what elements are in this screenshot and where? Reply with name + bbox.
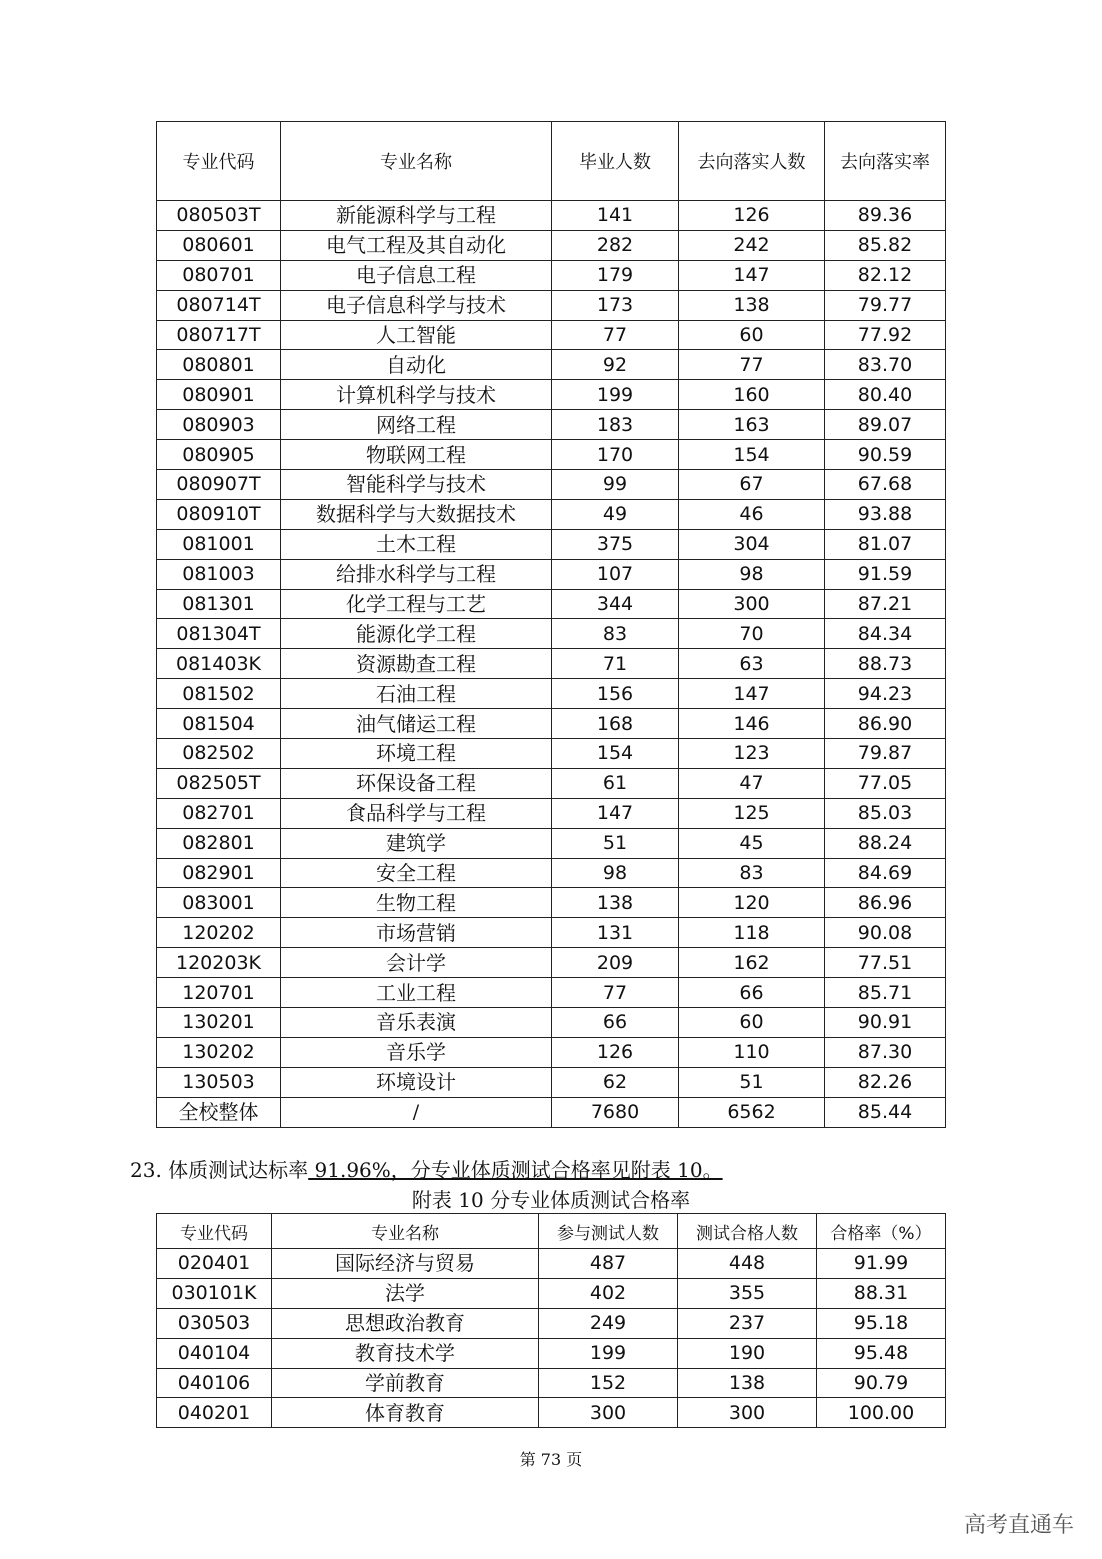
cell-major-name: 智能科学与技术 — [281, 470, 552, 500]
table-row — [157, 1308, 946, 1338]
table-row — [157, 1037, 946, 1067]
cell-major-code: 081301 — [157, 589, 281, 619]
cell-value-1: 98 — [552, 858, 679, 888]
cell-value-2: 138 — [678, 1368, 817, 1398]
cell-major-name: 教育技术学 — [272, 1338, 539, 1368]
cell-rate: 77.51 — [825, 948, 946, 978]
cell-value-2: 110 — [679, 1037, 825, 1067]
table-row — [157, 858, 946, 888]
cell-major-code: 130202 — [157, 1037, 281, 1067]
cell-value-1: 183 — [552, 410, 679, 440]
table-total-row — [157, 1097, 946, 1127]
header-major-code: 专业代码 — [157, 1214, 272, 1249]
cell-major-code: 120203K — [157, 948, 281, 978]
paragraph-prefix: 23. 体质测试达标率 — [130, 1158, 309, 1182]
cell-value-2: 70 — [679, 619, 825, 649]
table-row — [157, 768, 946, 798]
watermark-text: 高考直通车 — [963, 1513, 1074, 1538]
cell-value-1: 77 — [552, 978, 679, 1008]
fitness-table — [156, 1213, 946, 1428]
cell-value-2: 146 — [679, 709, 825, 739]
cell-rate: 100.00 — [817, 1398, 946, 1428]
cell-major-name: 生物工程 — [281, 888, 552, 918]
table-row — [157, 1278, 946, 1308]
cell-major-name: 土木工程 — [281, 529, 552, 559]
cell-value-2: 60 — [679, 1008, 825, 1038]
table-row — [157, 589, 946, 619]
cell-major-name: 新能源科学与工程 — [281, 201, 552, 231]
cell-value-1: 66 — [552, 1008, 679, 1038]
header-employed: 去向落实人数 — [679, 122, 825, 201]
header-graduates: 毕业人数 — [552, 122, 679, 201]
cell-rate: 82.26 — [825, 1067, 946, 1097]
cell-value-1: 402 — [539, 1278, 678, 1308]
cell-rate: 94.23 — [825, 679, 946, 709]
cell-major-name: 网络工程 — [281, 410, 552, 440]
cell-major-code: 082701 — [157, 798, 281, 828]
cell-rate: 79.77 — [825, 290, 946, 320]
cell-value-2: 355 — [678, 1278, 817, 1308]
cell-rate: 84.69 — [825, 858, 946, 888]
cell-major-code: 130201 — [157, 1008, 281, 1038]
cell-rate: 90.91 — [825, 1008, 946, 1038]
total-cell-major-code: 全校整体 — [157, 1097, 281, 1127]
cell-rate: 83.70 — [825, 350, 946, 380]
paragraph-underlined: 91.96%，分专业体质测试合格率见附表 10。 — [308, 1158, 723, 1182]
table-row — [157, 828, 946, 858]
cell-value-1: 199 — [552, 380, 679, 410]
cell-rate: 79.87 — [825, 739, 946, 769]
cell-major-name: 市场营销 — [281, 918, 552, 948]
cell-rate: 88.31 — [817, 1278, 946, 1308]
cell-major-code: 040106 — [157, 1368, 272, 1398]
cell-major-code: 040104 — [157, 1338, 272, 1368]
table-row — [157, 290, 946, 320]
table-row — [157, 739, 946, 769]
header-major-name: 专业名称 — [281, 122, 552, 201]
cell-major-code: 030101K — [157, 1278, 272, 1308]
cell-value-2: 66 — [679, 978, 825, 1008]
cell-value-2: 448 — [678, 1249, 817, 1279]
cell-rate: 90.79 — [817, 1368, 946, 1398]
table-row — [157, 679, 946, 709]
cell-major-code: 080503T — [157, 201, 281, 231]
cell-rate: 81.07 — [825, 529, 946, 559]
cell-major-code: 081403K — [157, 649, 281, 679]
cell-major-name: 资源勘查工程 — [281, 649, 552, 679]
table-row — [157, 978, 946, 1008]
total-cell-value-1: 7680 — [552, 1097, 679, 1127]
cell-value-1: 199 — [539, 1338, 678, 1368]
cell-value-2: 300 — [678, 1398, 817, 1428]
cell-major-name: 体育教育 — [272, 1398, 539, 1428]
cell-major-code: 081304T — [157, 619, 281, 649]
cell-value-1: 126 — [552, 1037, 679, 1067]
page-number: 第 73 页 — [519, 1450, 583, 1469]
cell-major-name: 环保设备工程 — [281, 768, 552, 798]
cell-value-1: 61 — [552, 768, 679, 798]
header-passed: 测试合格人数 — [678, 1214, 817, 1249]
cell-value-2: 138 — [679, 290, 825, 320]
cell-value-2: 63 — [679, 649, 825, 679]
cell-value-1: 487 — [539, 1249, 678, 1279]
cell-major-code: 020401 — [157, 1249, 272, 1279]
cell-major-code: 080901 — [157, 380, 281, 410]
cell-value-1: 138 — [552, 888, 679, 918]
total-cell-major-name: / — [281, 1097, 552, 1127]
table-row — [157, 888, 946, 918]
cell-major-name: 工业工程 — [281, 978, 552, 1008]
cell-value-1: 300 — [539, 1398, 678, 1428]
cell-value-1: 147 — [552, 798, 679, 828]
cell-rate: 90.08 — [825, 918, 946, 948]
cell-major-code: 081502 — [157, 679, 281, 709]
table-row — [157, 230, 946, 260]
cell-major-name: 化学工程与工艺 — [281, 589, 552, 619]
table-row — [157, 380, 946, 410]
cell-value-2: 98 — [679, 559, 825, 589]
cell-major-name: 法学 — [272, 1278, 539, 1308]
cell-value-2: 83 — [679, 858, 825, 888]
cell-major-name: 安全工程 — [281, 858, 552, 888]
cell-value-1: 375 — [552, 529, 679, 559]
cell-value-2: 67 — [679, 470, 825, 500]
cell-value-2: 304 — [679, 529, 825, 559]
cell-value-1: 51 — [552, 828, 679, 858]
cell-value-1: 209 — [552, 948, 679, 978]
cell-rate: 67.68 — [825, 470, 946, 500]
cell-value-1: 71 — [552, 649, 679, 679]
fitness-paragraph — [130, 1154, 723, 1183]
cell-major-code: 081003 — [157, 559, 281, 589]
table-row — [157, 1249, 946, 1279]
table-row — [157, 948, 946, 978]
table-row — [157, 470, 946, 500]
cell-rate: 77.05 — [825, 768, 946, 798]
cell-major-code: 030503 — [157, 1308, 272, 1338]
table-row — [157, 529, 946, 559]
cell-major-name: 自动化 — [281, 350, 552, 380]
cell-major-name: 电气工程及其自动化 — [281, 230, 552, 260]
header-participants: 参与测试人数 — [539, 1214, 678, 1249]
cell-major-name: 石油工程 — [281, 679, 552, 709]
cell-major-name: 能源化学工程 — [281, 619, 552, 649]
cell-major-code: 083001 — [157, 888, 281, 918]
total-cell-rate: 85.44 — [825, 1097, 946, 1127]
table-row — [157, 1067, 946, 1097]
cell-rate: 87.21 — [825, 589, 946, 619]
table-caption: 附表 10 分专业体质测试合格率 — [411, 1188, 691, 1212]
cell-major-code: 130503 — [157, 1067, 281, 1097]
cell-rate: 95.18 — [817, 1308, 946, 1338]
cell-value-2: 237 — [678, 1308, 817, 1338]
cell-major-name: 环境设计 — [281, 1067, 552, 1097]
cell-value-1: 173 — [552, 290, 679, 320]
cell-value-1: 249 — [539, 1308, 678, 1338]
cell-value-1: 170 — [552, 440, 679, 470]
cell-value-2: 60 — [679, 320, 825, 350]
cell-major-name: 油气储运工程 — [281, 709, 552, 739]
table-row — [157, 1398, 946, 1428]
cell-rate: 91.99 — [817, 1249, 946, 1279]
cell-rate: 80.40 — [825, 380, 946, 410]
cell-major-name: 数据科学与大数据技术 — [281, 499, 552, 529]
cell-value-2: 154 — [679, 440, 825, 470]
cell-value-2: 77 — [679, 350, 825, 380]
cell-rate: 86.90 — [825, 709, 946, 739]
cell-major-name: 电子信息科学与技术 — [281, 290, 552, 320]
cell-major-name: 环境工程 — [281, 739, 552, 769]
table-header-row — [157, 1214, 946, 1249]
cell-major-code: 120202 — [157, 918, 281, 948]
cell-value-1: 168 — [552, 709, 679, 739]
cell-value-1: 131 — [552, 918, 679, 948]
table-row — [157, 1368, 946, 1398]
cell-value-2: 45 — [679, 828, 825, 858]
cell-rate: 89.36 — [825, 201, 946, 231]
header-employment-rate: 去向落实率 — [825, 122, 946, 201]
cell-value-2: 126 — [679, 201, 825, 231]
cell-value-2: 300 — [679, 589, 825, 619]
cell-value-2: 123 — [679, 739, 825, 769]
cell-value-1: 179 — [552, 260, 679, 290]
cell-rate: 85.03 — [825, 798, 946, 828]
cell-value-1: 107 — [552, 559, 679, 589]
table-row — [157, 1338, 946, 1368]
table-row — [157, 709, 946, 739]
cell-value-1: 49 — [552, 499, 679, 529]
cell-major-code: 080801 — [157, 350, 281, 380]
cell-major-code: 082505T — [157, 768, 281, 798]
cell-rate: 77.92 — [825, 320, 946, 350]
cell-major-code: 080601 — [157, 230, 281, 260]
cell-major-name: 计算机科学与技术 — [281, 380, 552, 410]
table-row — [157, 1008, 946, 1038]
header-major-name: 专业名称 — [272, 1214, 539, 1249]
cell-value-2: 125 — [679, 798, 825, 828]
cell-major-name: 给排水科学与工程 — [281, 559, 552, 589]
cell-value-2: 47 — [679, 768, 825, 798]
cell-value-1: 154 — [552, 739, 679, 769]
cell-rate: 89.07 — [825, 410, 946, 440]
cell-major-code: 080717T — [157, 320, 281, 350]
cell-major-code: 080701 — [157, 260, 281, 290]
cell-rate: 95.48 — [817, 1338, 946, 1368]
cell-value-2: 163 — [679, 410, 825, 440]
table-row — [157, 260, 946, 290]
table-row — [157, 798, 946, 828]
cell-rate: 91.59 — [825, 559, 946, 589]
cell-value-1: 344 — [552, 589, 679, 619]
cell-rate: 90.59 — [825, 440, 946, 470]
cell-value-1: 77 — [552, 320, 679, 350]
total-cell-value-2: 6562 — [679, 1097, 825, 1127]
table-row — [157, 499, 946, 529]
cell-value-1: 282 — [552, 230, 679, 260]
cell-rate: 87.30 — [825, 1037, 946, 1067]
cell-major-name: 音乐表演 — [281, 1008, 552, 1038]
cell-major-code: 082801 — [157, 828, 281, 858]
cell-major-code: 080903 — [157, 410, 281, 440]
table-row — [157, 440, 946, 470]
cell-major-code: 080714T — [157, 290, 281, 320]
cell-rate: 88.24 — [825, 828, 946, 858]
cell-rate: 93.88 — [825, 499, 946, 529]
table-row — [157, 619, 946, 649]
cell-value-1: 141 — [552, 201, 679, 231]
cell-major-code: 081504 — [157, 709, 281, 739]
cell-major-name: 学前教育 — [272, 1368, 539, 1398]
cell-major-name: 食品科学与工程 — [281, 798, 552, 828]
cell-major-name: 电子信息工程 — [281, 260, 552, 290]
cell-major-code: 120701 — [157, 978, 281, 1008]
cell-major-name: 思想政治教育 — [272, 1308, 539, 1338]
cell-value-1: 152 — [539, 1368, 678, 1398]
cell-value-2: 147 — [679, 679, 825, 709]
table-row — [157, 201, 946, 231]
table-row — [157, 559, 946, 589]
cell-rate: 88.73 — [825, 649, 946, 679]
cell-value-2: 162 — [679, 948, 825, 978]
cell-value-1: 99 — [552, 470, 679, 500]
cell-major-name: 国际经济与贸易 — [272, 1249, 539, 1279]
table-row — [157, 320, 946, 350]
table-row — [157, 918, 946, 948]
cell-value-1: 83 — [552, 619, 679, 649]
cell-major-code: 080905 — [157, 440, 281, 470]
cell-value-2: 120 — [679, 888, 825, 918]
table-row — [157, 649, 946, 679]
employment-table — [156, 121, 946, 1128]
cell-rate: 84.34 — [825, 619, 946, 649]
cell-value-2: 242 — [679, 230, 825, 260]
cell-major-code: 082901 — [157, 858, 281, 888]
table-row — [157, 410, 946, 440]
cell-rate: 85.71 — [825, 978, 946, 1008]
cell-value-2: 51 — [679, 1067, 825, 1097]
cell-rate: 82.12 — [825, 260, 946, 290]
cell-value-2: 160 — [679, 380, 825, 410]
cell-major-name: 物联网工程 — [281, 440, 552, 470]
cell-value-1: 92 — [552, 350, 679, 380]
cell-value-2: 118 — [679, 918, 825, 948]
cell-major-code: 080907T — [157, 470, 281, 500]
cell-major-code: 080910T — [157, 499, 281, 529]
cell-major-code: 082502 — [157, 739, 281, 769]
cell-major-name: 建筑学 — [281, 828, 552, 858]
header-major-code: 专业代码 — [157, 122, 281, 201]
cell-value-2: 147 — [679, 260, 825, 290]
header-pass-rate: 合格率（%） — [817, 1214, 946, 1249]
cell-rate: 86.96 — [825, 888, 946, 918]
cell-value-1: 156 — [552, 679, 679, 709]
cell-value-2: 190 — [678, 1338, 817, 1368]
cell-major-name: 音乐学 — [281, 1037, 552, 1067]
table-header-row — [157, 122, 946, 201]
table-row — [157, 350, 946, 380]
cell-value-2: 46 — [679, 499, 825, 529]
cell-major-name: 会计学 — [281, 948, 552, 978]
cell-major-code: 040201 — [157, 1398, 272, 1428]
cell-rate: 85.82 — [825, 230, 946, 260]
cell-major-name: 人工智能 — [281, 320, 552, 350]
cell-value-1: 62 — [552, 1067, 679, 1097]
cell-major-code: 081001 — [157, 529, 281, 559]
